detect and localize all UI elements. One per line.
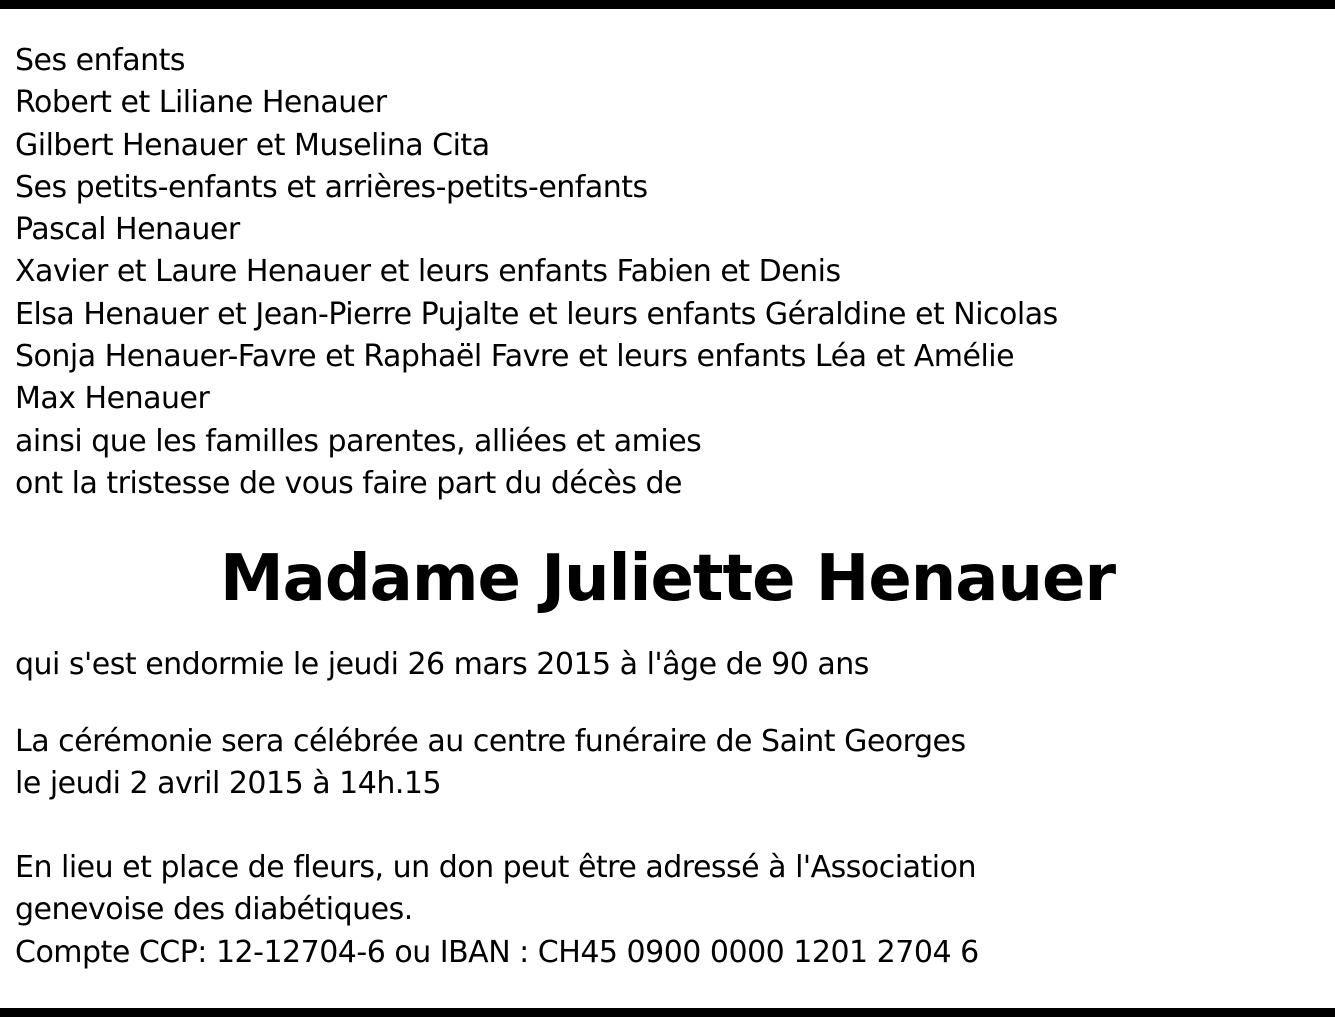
family-line: Elsa Henauer et Jean-Pierre Pujalte et leurs enfants Géraldine et Nicolas [15,296,1058,332]
family-line: Ses enfants [15,43,185,78]
donation-notice [15,847,979,974]
ceremony-place: La cérémonie sera célébrée au centre funéraire de Saint Georges [15,724,966,759]
family-line: Pascal Henauer [15,212,240,248]
donation-text: En lieu et place de fleurs, un don peut être adressé à l'Association [15,850,976,885]
family-line: Robert et Liliane Henauer [15,85,387,121]
passing-line: qui s'est endormie le jeudi 26 mars 2015 à l'âge de 90 ans [15,647,869,682]
family-announcement [15,40,1058,505]
bottom-border-rule [0,1008,1335,1017]
ceremony-datetime: le jeudi 2 avril 2015 à 14h.15 [15,766,442,802]
family-line: Sonja Henauer-Favre et Raphaël Favre et leurs enfants Léa et Amélie [15,339,1015,375]
deceased-name: Madame Juliette Henauer [219,542,1116,616]
donation-recipient: genevoise des diabétiques. [15,892,413,928]
top-border-rule [0,0,1335,9]
family-line: Max Henauer [15,381,210,417]
family-line: Xavier et Laure Henauer et leurs enfants Fabien et Denis [15,254,841,290]
family-line: Ses petits-enfants et arrières-petits-enfants [15,169,648,205]
family-line: Gilbert Henauer et Muselina Cita [15,127,490,163]
donation-account: Compte CCP: 12-12704-6 ou IBAN : CH45 0900 0000 1201 2704 6 [15,934,979,970]
family-line: ainsi que les familles parentes, alliées et amies [15,423,702,459]
ceremony-details [15,721,966,806]
passing-notice [15,644,869,686]
family-line: ont la tristesse de vous faire part du décès de [15,465,682,501]
